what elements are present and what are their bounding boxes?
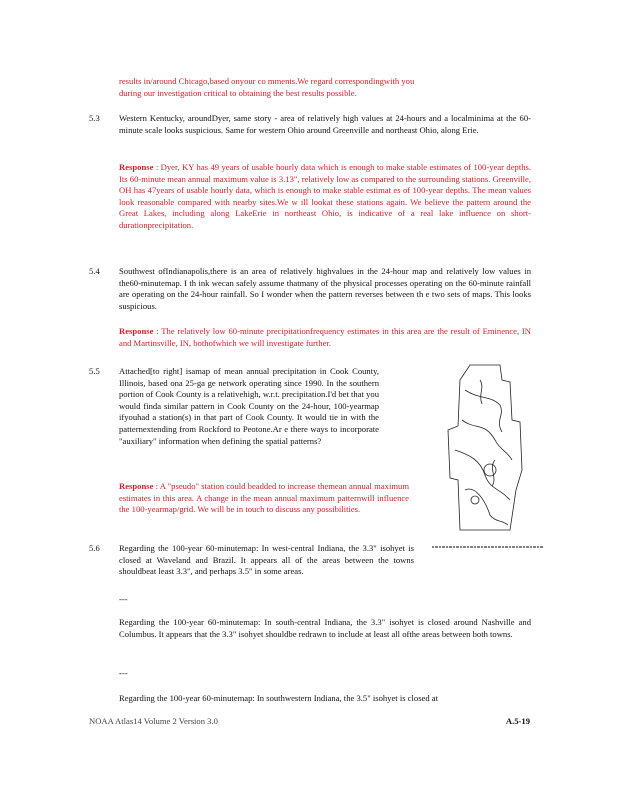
- item-question: Western Kentucky, aroundDyer, same story - area of relatively high values at 24-hours and a localminima at the 60-minute scale looks suspicious. Same for western Ohio around Greenville and northeast Ohio, along Erie.: [119, 113, 531, 135]
- item-question: Regarding the 100-year 60-minutemap: In west-central Indiana, the 3.3" isohyet is closed at Waveland and Brazil. It appears all of the areas between the towns shouldbeat least 3.3", and perhaps 3.5" in some areas.: [119, 543, 414, 577]
- response-text: : The relatively low 60-minute precipitationfrequency estimates in this area are the result of Eminence, IN and Martinsville, IN, bothofwhich we will investigate further.: [119, 326, 531, 348]
- item-response: [119, 481, 409, 516]
- item-response: [119, 162, 531, 232]
- item-response: [119, 326, 531, 349]
- item-number: 5.3: [89, 113, 100, 123]
- item-question: Attached[to right] isamap of mean annual precipitation in Cook County, Illinois, based ona 25-ga ge network operating since 1990. In the southern portion of Cook County is a relativehigh, w.r.t. precipitation.I'd bet that you would finda similar pattern in Cook County on the 24-hour, 100-yearmap ifyouhad a station(s) in that part of Cook County. It would tie in with the patternextending from Rockford to Peotone.Ar e there ways to incorporate "auxiliary" information when defining the spatial patterns?: [119, 366, 379, 446]
- footer-title: NOAA Atlas14 Volume 2 Version 3.0: [89, 716, 218, 726]
- item-number: 5.5: [89, 366, 100, 376]
- intro-line-1: results in/around Chicago,based onyour co mments.We regard correspondingwith you: [119, 76, 415, 86]
- item-question-3: Regarding the 100-year 60-minutemap: In southwestern Indiana, the 3.5" isohyet is closed at: [119, 693, 439, 703]
- cook-county-precipitation-map: [440, 360, 540, 540]
- page-number: A.5-19: [505, 716, 530, 726]
- map-caption-text: [432, 545, 544, 549]
- item-number: 5.6: [89, 543, 100, 553]
- item-number: 5.4: [89, 266, 100, 276]
- response-label: Response: [119, 481, 154, 491]
- response-text: : A "pseudo" station could beadded to increase themean annual maximum estimates in this area. A change in the mean annual maximum patternwill influence the 100-yearmap/grid. We will be in touch to discuss any possibilities.: [119, 481, 410, 515]
- separator: ---: [119, 594, 128, 604]
- intro-line-2: during our investigation critical to obtaining the best results possible.: [119, 87, 357, 98]
- response-label: Response: [119, 162, 154, 172]
- item-question-2: Regarding the 100-year 60-minutemap: In south-central Indiana, the 3.3" isohyet is closed around Nashville and Columbus. It appears that the 3.3" isohyet shouldbe redrawn to include at least all ofthe areas between both towns.: [119, 617, 531, 639]
- response-label: Response: [119, 326, 154, 336]
- separator: ---: [119, 668, 128, 678]
- item-question: Southwest ofIndianapolis,there is an area of relatively highvalues in the 24-hour map and relatively low values in the60-minutemap. I th ink wecan safely assume thatmany of the physical processes operating on the 60-minute rainfall are operating on the 24-hour rainfall. So I wonder when the pattern reverses between th e two sets of maps. This looks suspicious.: [119, 266, 531, 311]
- response-text: : Dyer, KY has 49 years of usable hourly data which is enough to make stable estimates of 100-year depths. Its 60-minute mean annual maximum value is 3.13", relatively low as compared to the surrounding stations. Greenville, OH has 47years of usable hourly data, which is enough to make stable estimat es of 100-year depths. The mean values look reasonable compared with nearby sites.We w ill lookat these stations again. We believe the pattern around the Great Lakes, including along LakeErie in northeast Ohio, is indicative of a real lake influence on short-durationprecipitation.: [119, 162, 532, 230]
- intro-response-continuation: [119, 76, 499, 99]
